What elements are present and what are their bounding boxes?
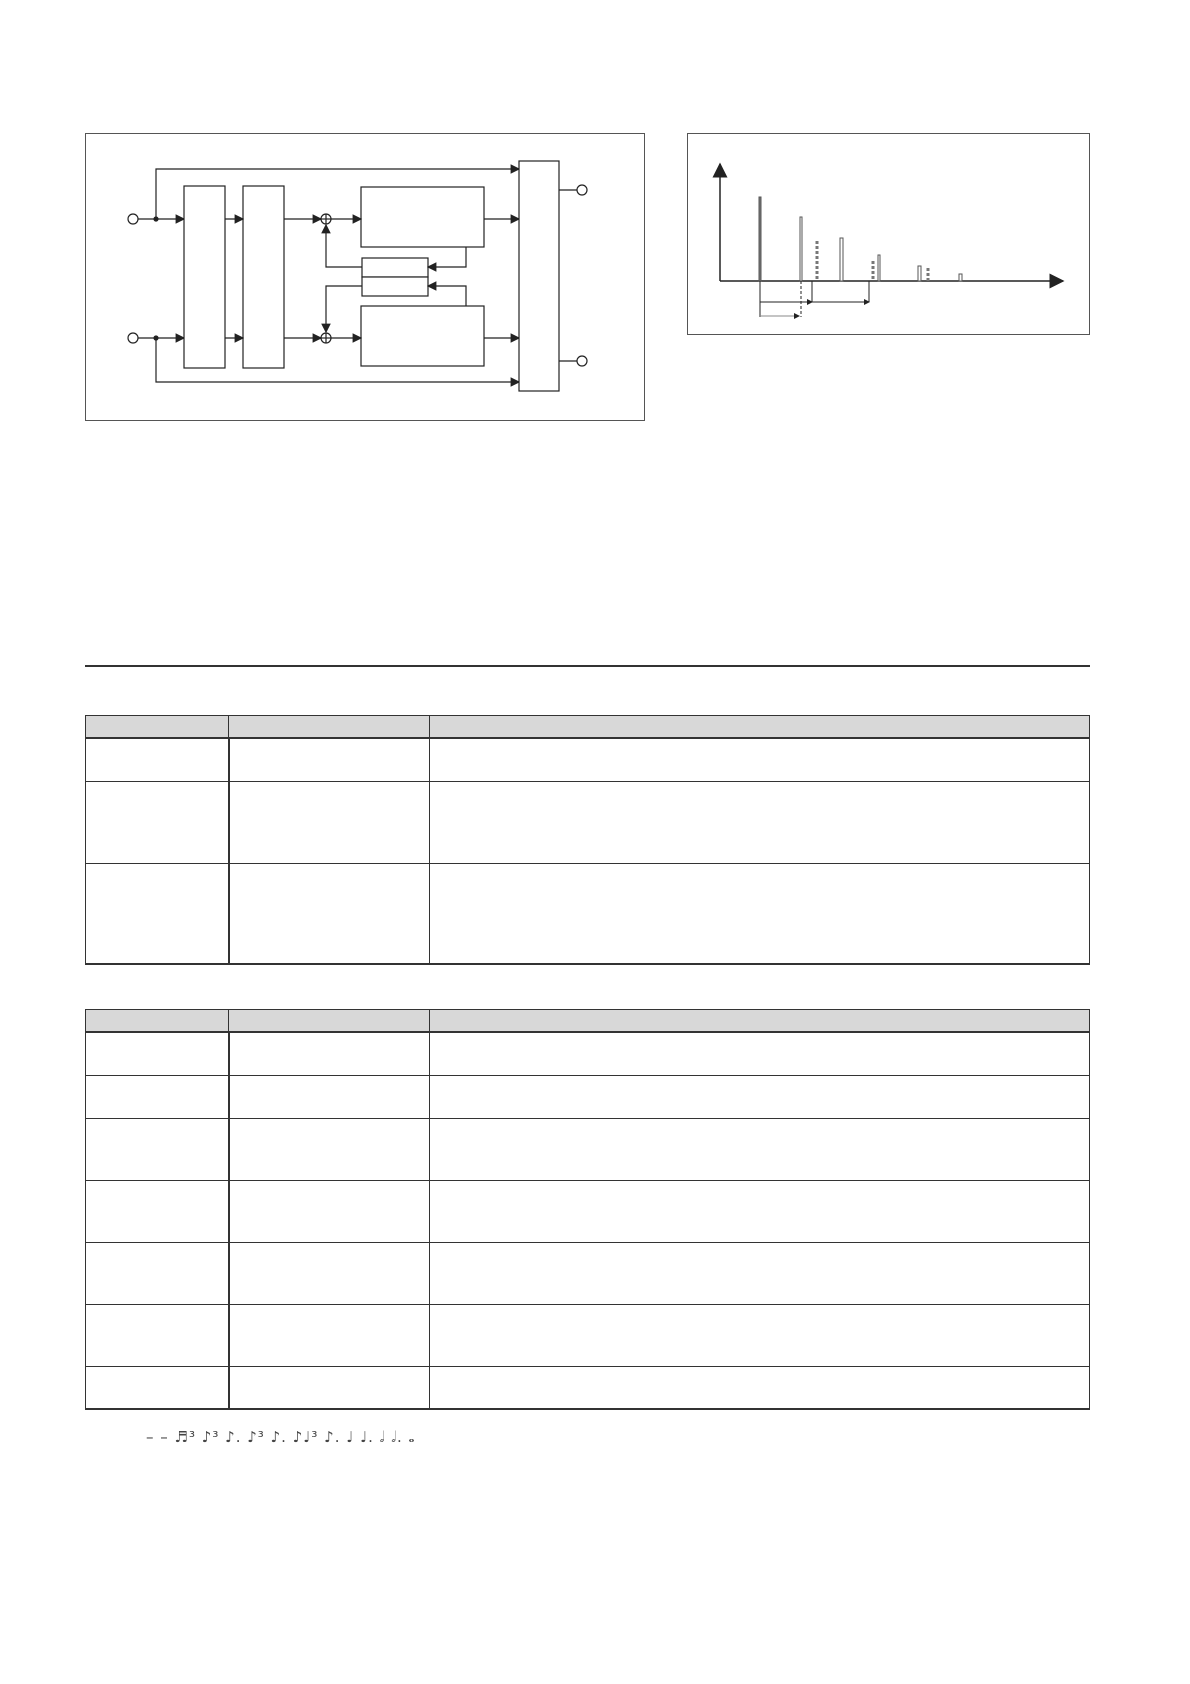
table-cell <box>229 1180 430 1242</box>
table-row <box>86 1118 1090 1180</box>
table-cell <box>430 1075 1090 1118</box>
table-cell <box>430 1118 1090 1180</box>
tap-time-diagram-svg <box>688 134 1091 336</box>
table-row <box>86 1242 1090 1304</box>
table-cell <box>86 1180 229 1242</box>
table-cell <box>430 781 1090 863</box>
table-cell <box>229 1242 430 1304</box>
section-divider <box>85 665 1090 667</box>
tap-bar <box>878 255 880 281</box>
delay-block-top <box>361 187 484 247</box>
input-terminal-right <box>128 333 138 343</box>
delay-block-bottom <box>361 306 484 366</box>
parameter-table-1 <box>85 715 1090 965</box>
table-cell <box>86 738 229 781</box>
table-cell <box>229 1118 430 1180</box>
tap-bar <box>840 238 843 281</box>
processing-block-2 <box>243 186 284 368</box>
tap-bar <box>959 274 962 281</box>
table-row <box>86 781 1090 863</box>
feedback-block-top <box>362 258 428 277</box>
table-cell <box>229 1304 430 1366</box>
table-header-row <box>86 716 1090 739</box>
processing-block-1 <box>184 186 225 368</box>
header-cell <box>86 1010 229 1033</box>
table-cell <box>229 738 430 781</box>
block-diagram <box>85 133 645 421</box>
header-cell <box>86 716 229 739</box>
table-cell <box>86 781 229 863</box>
table-row <box>86 863 1090 964</box>
table-row <box>86 1366 1090 1409</box>
table-row <box>86 1075 1090 1118</box>
table-cell <box>430 863 1090 964</box>
tap-bar <box>800 217 802 281</box>
block-diagram-svg <box>86 134 646 422</box>
table-cell <box>86 1242 229 1304</box>
note-value-symbols: – – ♬³ ♪³ ♪. ♪³ ♪. ♪♩³ ♪. ♩ ♩. 𝅗𝅥 𝅗𝅥. 𝅝 <box>146 1428 416 1446</box>
input-terminal-left <box>128 214 138 224</box>
output-terminal-left <box>577 185 587 195</box>
table-cell <box>86 1366 229 1409</box>
table-cell <box>229 1032 430 1075</box>
output-terminal-right <box>577 356 587 366</box>
tap-time-diagram <box>687 133 1090 335</box>
table-cell <box>86 1118 229 1180</box>
parameter-table-2 <box>85 1009 1090 1410</box>
header-cell <box>430 1010 1090 1033</box>
output-mixer-block <box>519 161 559 391</box>
table-cell <box>430 1304 1090 1366</box>
table-row <box>86 1032 1090 1075</box>
table-cell <box>229 1366 430 1409</box>
table-row <box>86 738 1090 781</box>
table-cell <box>86 1032 229 1075</box>
table-cell <box>86 863 229 964</box>
table-cell <box>86 1304 229 1366</box>
table-row <box>86 1180 1090 1242</box>
table-header-row <box>86 1010 1090 1033</box>
tap-bar <box>759 197 761 281</box>
header-cell <box>430 716 1090 739</box>
header-cell <box>229 1010 430 1033</box>
feedback-block-bottom <box>362 277 428 296</box>
table-cell <box>86 1075 229 1118</box>
table-cell <box>430 1242 1090 1304</box>
table-cell <box>229 863 430 964</box>
table-cell <box>430 738 1090 781</box>
table-cell <box>430 1366 1090 1409</box>
header-cell <box>229 716 430 739</box>
table-row <box>86 1304 1090 1366</box>
table-cell <box>229 781 430 863</box>
table-cell <box>229 1075 430 1118</box>
table-cell <box>430 1032 1090 1075</box>
table-cell <box>430 1180 1090 1242</box>
tap-bar <box>918 266 921 281</box>
